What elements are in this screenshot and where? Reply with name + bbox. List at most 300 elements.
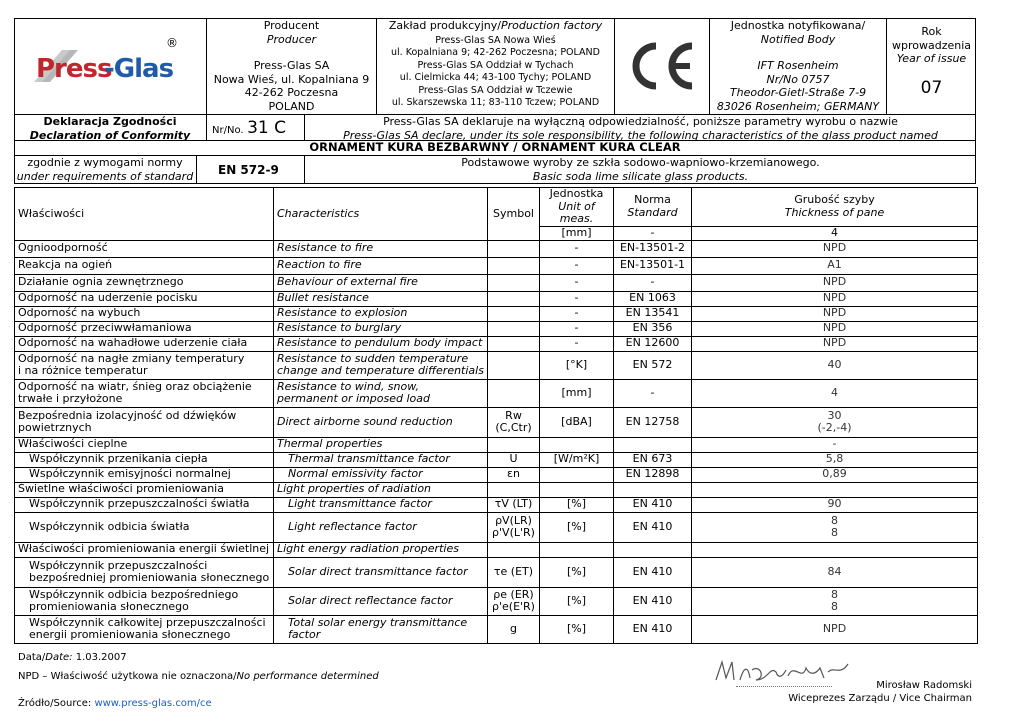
- header-symbol: Symbol: [488, 188, 540, 241]
- property-standard: [614, 306, 692, 321]
- property-name-en: [274, 437, 488, 452]
- press-glas-logo: [32, 46, 182, 86]
- property-standard-line: EN 13541: [625, 306, 680, 320]
- property-value-line: NPD: [822, 241, 847, 255]
- property-unit-line: -: [574, 241, 579, 255]
- property-value: [692, 240, 978, 257]
- property-name-en-line: Resistance to fire: [277, 241, 374, 255]
- property-name-pl: [15, 615, 274, 643]
- property-symbol-line: τV (LT): [494, 497, 533, 511]
- property-standard: [614, 452, 692, 467]
- property-symbol: [488, 615, 540, 643]
- property-standard: [614, 497, 692, 512]
- property-name-en: [274, 452, 488, 467]
- property-name-pl-line: trwałe i przyłożone: [18, 392, 123, 405]
- property-name-en-line: change and temperature differentials: [277, 364, 484, 377]
- property-symbol: [488, 482, 540, 497]
- svg-text:Press: Press: [36, 54, 112, 84]
- header-properties-en: Characteristics: [274, 188, 488, 241]
- notified-body-block: [710, 19, 886, 113]
- property-name-en-line: Direct airborne sound reduction: [277, 414, 453, 428]
- property-standard-line: EN 12758: [625, 414, 680, 428]
- table-row: [15, 482, 978, 497]
- property-symbol: [488, 437, 540, 452]
- property-name-pl-line: i na różnice temperatur: [18, 364, 148, 377]
- property-value-line: NPD: [822, 291, 847, 305]
- property-standard: [614, 437, 692, 452]
- table-row: [15, 306, 978, 321]
- property-standard-line: EN 410: [632, 564, 673, 578]
- property-symbol: [488, 542, 540, 557]
- table-row: [15, 512, 978, 542]
- property-name-pl-line: energii promieniowania słonecznego: [29, 628, 231, 641]
- property-name-pl: [15, 542, 274, 557]
- factory-line: Press-Glas SA Oddział w Tczewie: [418, 84, 573, 96]
- property-unit-line: [°K]: [565, 357, 588, 371]
- property-symbol-line: ρ'e(E'R): [492, 600, 535, 613]
- property-name-pl: [15, 587, 274, 615]
- property-symbol: [488, 497, 540, 512]
- issue-date: [18, 652, 127, 663]
- property-value: [692, 321, 978, 336]
- property-symbol-line: τe (ET): [493, 564, 534, 578]
- property-unit-line: -: [574, 321, 579, 335]
- property-name-pl-line: Odporność na nagłe zmiany temperatury: [18, 351, 245, 365]
- year-label-en: Year of issue: [896, 52, 967, 65]
- property-value-line: 8: [831, 526, 838, 539]
- notified-number: Nr/No 0757: [766, 72, 830, 86]
- property-unit-line: [%]: [566, 593, 587, 607]
- property-name-en: [274, 615, 488, 643]
- property-standard-line: EN-13501-2: [619, 241, 686, 255]
- table-row: [15, 587, 978, 615]
- property-unit: [540, 306, 614, 321]
- property-name-en: [274, 379, 488, 407]
- property-name-pl-line: Ognioodporność: [18, 241, 108, 255]
- property-unit: [540, 351, 614, 379]
- property-unit: [540, 240, 614, 257]
- property-value: [692, 274, 978, 291]
- property-name-en: [274, 240, 488, 257]
- property-unit-line: [dBA]: [561, 414, 592, 428]
- standard-description-pl: Podstawowe wyroby ze szkła sodowo-wapniowo-krzemianowego.: [461, 156, 820, 169]
- property-name-pl-line: Odporność na uderzenie pocisku: [18, 291, 198, 305]
- property-symbol: [488, 257, 540, 274]
- property-symbol-line: (C,Ctr): [495, 421, 532, 434]
- property-name-en: [274, 351, 488, 379]
- property-standard: [614, 240, 692, 257]
- producer-label-en: Producer: [266, 32, 317, 46]
- property-standard: [614, 351, 692, 379]
- property-unit: [540, 452, 614, 467]
- property-value-line: 84: [827, 564, 842, 578]
- factory-label: Zakład produkcyjny/: [388, 19, 501, 32]
- property-name-pl-line: Odporność na wybuch: [18, 306, 141, 320]
- table-row: [15, 452, 978, 467]
- property-standard-line: EN 1063: [629, 291, 676, 305]
- property-name-en-line: Solar direct reflectance factor: [288, 593, 453, 607]
- property-name-pl-line: Właściwości cieplne: [18, 437, 128, 451]
- property-symbol: [488, 321, 540, 336]
- property-standard-line: EN 410: [632, 497, 673, 511]
- property-unit-line: [mm]: [561, 385, 592, 399]
- divider: [196, 156, 197, 184]
- property-symbol-line: U: [509, 452, 518, 466]
- factory-block: [377, 19, 614, 110]
- standard-value: EN 572-9: [218, 163, 279, 177]
- factory-line: Press-Glas SA Oddział w Tychach: [417, 59, 574, 71]
- producer-address: Nowa Wieś, ul. Kopalniana 9: [213, 72, 370, 86]
- property-value-line: NPD: [822, 621, 847, 635]
- table-row: [15, 467, 978, 482]
- property-standard-line: EN 12898: [625, 467, 680, 481]
- property-symbol-line: g: [510, 621, 517, 635]
- property-unit: [540, 615, 614, 643]
- property-symbol-line: εn: [507, 467, 520, 481]
- property-symbol: [488, 407, 540, 437]
- property-name-en: [274, 407, 488, 437]
- standard-description-en: Basic soda lime silicate glass products.: [532, 169, 749, 183]
- property-symbol: [488, 379, 540, 407]
- property-name-en: [274, 467, 488, 482]
- property-name-pl: [15, 321, 274, 336]
- property-symbol-line: Rw: [505, 408, 522, 422]
- factory-line: ul. Cielmicka 44; 43-100 Tychy; POLAND: [399, 72, 592, 83]
- property-name-en-line: Reaction to fire: [277, 258, 362, 272]
- header-thickness-en: Thickness of pane: [784, 205, 885, 219]
- header-unit: [540, 188, 614, 227]
- property-unit: [540, 291, 614, 306]
- property-name-en: [274, 557, 488, 587]
- property-unit: [540, 557, 614, 587]
- property-value-line: NPD: [822, 321, 847, 335]
- producer-label: Producent: [263, 19, 320, 32]
- property-name-pl: [15, 379, 274, 407]
- property-name-en: [274, 257, 488, 274]
- property-name-pl: [15, 452, 274, 467]
- producer-block: [207, 19, 376, 113]
- property-symbol: [488, 351, 540, 379]
- property-name-pl-line: Współczynnik całkowitej przepuszczalności: [29, 615, 266, 629]
- property-standard: [614, 257, 692, 274]
- property-name-pl-line: Współczynnik przepuszczalności: [29, 558, 208, 572]
- property-unit-line: [%]: [566, 564, 587, 578]
- table-row: [15, 257, 978, 274]
- property-symbol: [488, 291, 540, 306]
- source-link[interactable]: www.press-glas.com/ce: [94, 698, 212, 709]
- property-symbol-line: ρ'V(L'R): [492, 526, 535, 539]
- property-symbol: [488, 452, 540, 467]
- signer-role: Wiceprezes Zarządu / Vice Chairman: [788, 693, 972, 704]
- year-label: Rok: [921, 25, 942, 38]
- property-name-pl-line: Właściwości promieniowania energii świetlnej: [18, 542, 270, 556]
- property-standard-line: EN 356: [632, 321, 673, 335]
- table-row: [15, 336, 978, 351]
- property-unit-line: -: [574, 258, 579, 272]
- npd-note: [18, 671, 379, 682]
- property-unit: [540, 257, 614, 274]
- declaration-title: [14, 115, 206, 142]
- property-name-pl-line: promieniowania słonecznego: [29, 600, 189, 613]
- property-standard: [614, 615, 692, 643]
- property-name-pl: [15, 336, 274, 351]
- property-unit: [540, 542, 614, 557]
- property-standard: [614, 557, 692, 587]
- source-label: Źródło/Source:: [18, 698, 92, 709]
- header-thickness-dash: -: [614, 226, 692, 240]
- declaration-title-pl: Deklaracja Zgodności: [43, 115, 177, 128]
- year-value: 07: [920, 77, 943, 98]
- property-unit: [540, 482, 614, 497]
- property-name-pl-line: Bezpośrednia izolacyjność od dźwięków: [18, 408, 237, 422]
- declaration-text-pl: Press-Glas SA deklaruje na wyłączną odpowiedzialność, poniższe parametry wyrobu o nazwie: [383, 115, 898, 128]
- factory-label-en: Production factory: [500, 19, 603, 32]
- property-unit: [540, 467, 614, 482]
- property-standard-line: -: [650, 385, 655, 399]
- property-name-en-line: factor: [288, 628, 321, 641]
- declaration-title-en: Declaration of Conformity: [29, 128, 191, 142]
- property-name-pl: [15, 257, 274, 274]
- property-unit-line: [%]: [566, 497, 587, 511]
- property-name-pl-line: Reakcja na ogień: [18, 258, 113, 272]
- header-thickness-unit: [mm]: [540, 226, 614, 240]
- property-standard: [614, 321, 692, 336]
- date-label: Data/: [18, 652, 46, 663]
- factory-line: ul. Skarszewska 11; 83-110 Tczew; POLAND: [391, 97, 600, 108]
- notified-name: IFT Rosenheim: [757, 59, 839, 72]
- property-symbol: [488, 240, 540, 257]
- property-value: [692, 615, 978, 643]
- property-name-pl-line: Współczynnik przenikania ciepła: [29, 452, 208, 466]
- property-value-line: (-2,-4): [817, 421, 852, 434]
- declaration-number-value: 31 C: [247, 118, 286, 138]
- header-standard-pl: Norma: [634, 193, 671, 207]
- property-value: [692, 407, 978, 437]
- property-standard: [614, 336, 692, 351]
- header-block: [14, 18, 976, 184]
- property-unit: [540, 336, 614, 351]
- property-name-pl-line: Współczynnik odbicia światła: [29, 519, 190, 533]
- property-standard: [614, 587, 692, 615]
- property-name-en-line: Total solar energy transmittance: [288, 615, 468, 629]
- property-symbol: [488, 336, 540, 351]
- property-standard: [614, 467, 692, 482]
- table-row: [15, 407, 978, 437]
- property-symbol: [488, 274, 540, 291]
- property-value-line: NPD: [822, 336, 847, 350]
- property-name-en-line: Light transmittance factor: [288, 497, 432, 511]
- property-symbol: [488, 306, 540, 321]
- property-unit: [540, 587, 614, 615]
- property-name-pl-line: Odporność na wahadłowe uderzenie ciała: [18, 336, 248, 350]
- product-name: ORNAMENT KURA BEZBARWNY / ORNAMENT KURA CLEAR: [309, 140, 681, 154]
- standard-description: [305, 156, 976, 183]
- property-standard: [614, 512, 692, 542]
- property-name-en: [274, 336, 488, 351]
- signer-block: [788, 680, 972, 704]
- properties-table: [14, 187, 978, 644]
- property-symbol-line: ρe (ER): [493, 587, 534, 601]
- header-unit-pl: Jednostka: [549, 187, 604, 200]
- property-value: [692, 467, 978, 482]
- property-value-line: 40: [827, 357, 842, 371]
- signer-name: Mirosław Radomski: [876, 680, 972, 691]
- standard-label-en: under requirements of standard: [16, 169, 194, 183]
- property-name-pl-line: Świetlne właściwości promieniowania: [18, 482, 224, 496]
- npd-note-pl: NPD – Właściwość użytkowa nie oznaczona/: [18, 671, 237, 682]
- property-standard-line: EN-13501-1: [619, 258, 686, 272]
- property-name-en: [274, 321, 488, 336]
- source-note: [18, 698, 212, 709]
- property-value: [692, 351, 978, 379]
- property-standard: [614, 291, 692, 306]
- property-unit-line: [%]: [566, 621, 587, 635]
- property-name-pl: [15, 240, 274, 257]
- table-header-row: [15, 188, 978, 227]
- producer-name: Press-Glas SA: [253, 59, 330, 72]
- property-name-en: [274, 482, 488, 497]
- property-value-line: 8: [831, 600, 838, 613]
- property-unit: [540, 497, 614, 512]
- property-name-en: [274, 497, 488, 512]
- property-name-pl-line: Współczynnik przepuszczalności światła: [29, 497, 250, 511]
- divider: [206, 114, 207, 140]
- svg-text:-Glas: -Glas: [104, 54, 174, 84]
- property-standard-line: EN 410: [632, 593, 673, 607]
- table-row: [15, 379, 978, 407]
- notified-label: Jednostka notyfikowana/: [730, 19, 866, 32]
- property-unit-line: -: [574, 275, 579, 289]
- property-standard-line: EN 410: [632, 621, 673, 635]
- factory-line: ul. Kopalniana 9; 42-262 Poczesna; POLAND: [391, 47, 600, 58]
- property-name-en: [274, 306, 488, 321]
- property-name-en-line: Resistance to explosion: [277, 306, 408, 320]
- property-name-pl: [15, 407, 274, 437]
- declaration-number: [212, 118, 304, 138]
- header-standard: [614, 188, 692, 227]
- year-block: [887, 25, 976, 98]
- property-value: [692, 437, 978, 452]
- npd-note-en: No performance determined: [236, 671, 379, 682]
- property-name-pl: [15, 467, 274, 482]
- table-row: [15, 291, 978, 306]
- standard-label: [14, 156, 196, 183]
- property-unit-line: -: [574, 291, 579, 305]
- table-row: [15, 437, 978, 452]
- property-symbol: [488, 467, 540, 482]
- property-standard: [614, 482, 692, 497]
- property-name-pl-line: Odporność na wiatr, śnieg oraz obciążenie: [18, 379, 252, 393]
- property-name-en: [274, 512, 488, 542]
- header-thickness-value: 4: [692, 226, 978, 240]
- ce-mark-icon: [626, 40, 698, 95]
- property-value-line: 5,8: [825, 452, 844, 466]
- property-value: [692, 497, 978, 512]
- property-value: [692, 257, 978, 274]
- property-name-en-line: Light reflectance factor: [288, 519, 417, 533]
- date-value: 1.03.2007: [75, 652, 127, 663]
- standard-label-pl: zgodnie z wymogami normy: [27, 156, 183, 169]
- property-unit-line: [%]: [566, 519, 587, 533]
- property-value: [692, 587, 978, 615]
- property-name-pl-line: Współczynnik odbicia bezpośredniego: [29, 587, 239, 601]
- property-name-pl: [15, 291, 274, 306]
- property-value: [692, 542, 978, 557]
- table-row: [15, 542, 978, 557]
- property-value: [692, 482, 978, 497]
- property-value-line: 8: [831, 587, 838, 601]
- property-standard-line: -: [650, 275, 655, 289]
- header-properties-pl: Właściwości: [15, 188, 274, 241]
- property-value-line: 8: [831, 513, 838, 527]
- property-value-line: 4: [831, 385, 838, 399]
- property-name-en-line: Solar direct transmittance factor: [288, 564, 468, 578]
- declaration-number-label: Nr/No.: [212, 125, 244, 136]
- property-value-line: 0,89: [822, 467, 847, 481]
- property-name-pl-line: Współczynnik emisyjności normalnej: [29, 467, 231, 481]
- property-value: [692, 512, 978, 542]
- divider: [614, 18, 615, 114]
- property-name-en-line: Resistance to pendulum body impact: [277, 336, 483, 350]
- header-unit-en: Unit of meas.: [558, 199, 595, 225]
- property-unit-line: -: [574, 306, 579, 320]
- property-symbol: [488, 587, 540, 615]
- property-value-line: 90: [827, 497, 842, 511]
- property-name-pl-line: powietrznych: [18, 421, 92, 434]
- property-name-en-line: permanent or imposed load: [277, 392, 430, 405]
- producer-postal: 42-262 Poczesna: [244, 86, 339, 99]
- property-name-pl: [15, 306, 274, 321]
- property-name-en-line: Thermal transmittance factor: [288, 452, 450, 466]
- property-name-en-line: Thermal properties: [277, 437, 383, 451]
- property-name-en-line: Light energy radiation properties: [277, 542, 459, 556]
- property-value-line: NPD: [822, 306, 847, 320]
- table-row: [15, 497, 978, 512]
- property-value: [692, 379, 978, 407]
- property-standard-line: EN 410: [632, 519, 673, 533]
- property-name-pl: [15, 482, 274, 497]
- property-name-en-line: Resistance to sudden temperature: [277, 351, 469, 365]
- date-label-en: Date:: [45, 652, 73, 663]
- property-name-pl: [15, 512, 274, 542]
- property-symbol-line: ρV(LR): [495, 513, 532, 527]
- notified-label-en: Notified Body: [760, 32, 836, 46]
- header-thickness: [692, 188, 978, 227]
- producer-country: POLAND: [268, 99, 315, 113]
- property-name-en-line: Bullet resistance: [277, 291, 369, 305]
- table-row: [15, 240, 978, 257]
- property-standard: [614, 274, 692, 291]
- notified-street: Theodor-Gietl-Straße 7-9: [729, 86, 867, 99]
- property-name-pl-line: bezpośredniej promieniowania słonecznego: [29, 571, 270, 584]
- property-name-en: [274, 291, 488, 306]
- property-name-pl: [15, 274, 274, 291]
- property-standard: [614, 542, 692, 557]
- property-value: [692, 336, 978, 351]
- factory-line: Press-Glas SA Nowa Wieś: [435, 34, 556, 46]
- property-name-en: [274, 542, 488, 557]
- property-name-en: [274, 274, 488, 291]
- property-unit: [540, 274, 614, 291]
- registered-mark: ®: [166, 36, 178, 50]
- property-unit-line: [W/m²K]: [553, 452, 600, 466]
- property-value: [692, 557, 978, 587]
- property-value-line: NPD: [822, 275, 847, 289]
- property-value: [692, 452, 978, 467]
- declaration-text: [305, 115, 976, 142]
- property-name-pl: [15, 351, 274, 379]
- property-standard: [614, 379, 692, 407]
